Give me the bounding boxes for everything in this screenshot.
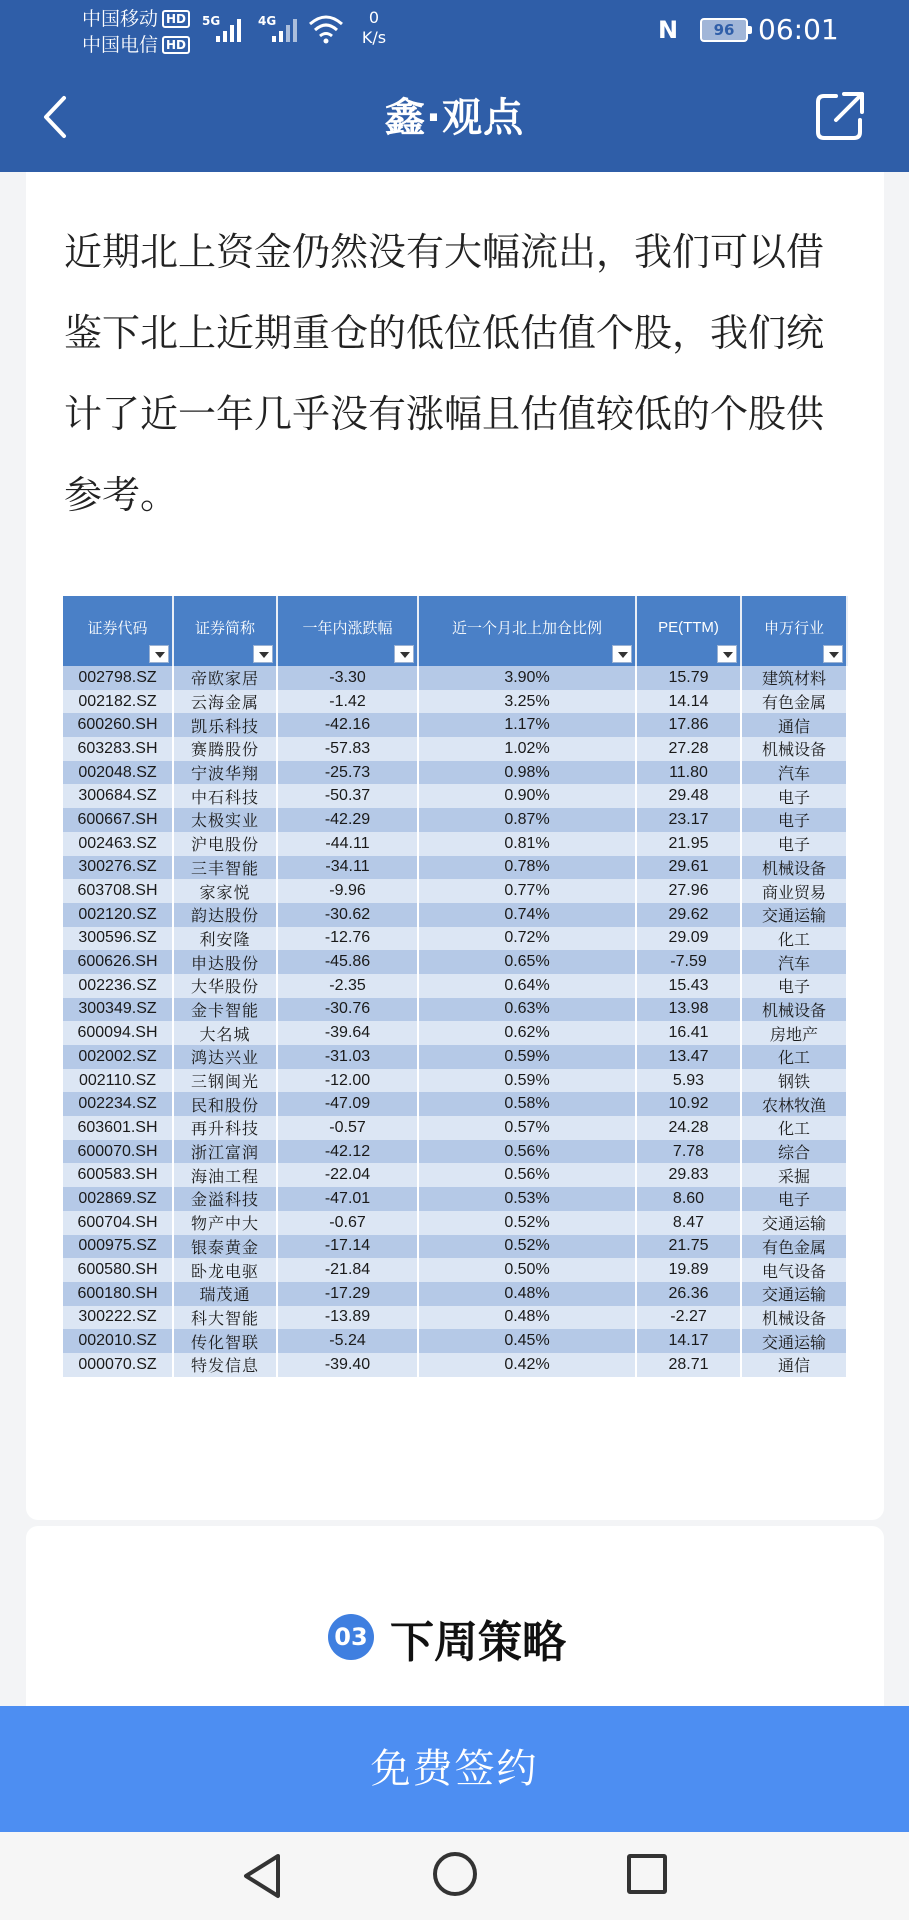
nfc-icon: N xyxy=(658,16,679,44)
cell-change: -13.89 xyxy=(277,1306,418,1330)
cell-code: 002869.SZ xyxy=(63,1187,173,1211)
cell-northbound: 0.65% xyxy=(418,950,636,974)
hd-badge-2: HD xyxy=(162,36,190,54)
cell-change: -1.42 xyxy=(277,690,418,714)
cell-industry: 化工 xyxy=(741,927,847,951)
cell-code: 000070.SZ xyxy=(63,1353,173,1377)
cell-code: 600704.SH xyxy=(63,1211,173,1235)
network-speed xyxy=(356,8,392,48)
cell-code: 603708.SH xyxy=(63,879,173,903)
cell-code: 000975.SZ xyxy=(63,1235,173,1259)
cell-code: 002182.SZ xyxy=(63,690,173,714)
circle-home-icon[interactable] xyxy=(433,1852,477,1896)
table-row xyxy=(63,1211,847,1235)
cell-name: 三钢闽光 xyxy=(173,1069,277,1093)
cell-change: -17.29 xyxy=(277,1282,418,1306)
clock: 06:01 xyxy=(758,13,839,46)
cell-industry: 电子 xyxy=(741,832,847,856)
cell-pe: 29.09 xyxy=(636,927,741,951)
cell-industry: 机械设备 xyxy=(741,856,847,880)
signal-icon-2 xyxy=(272,18,302,42)
cell-industry: 交通运输 xyxy=(741,1329,847,1353)
cell-code: 600260.SH xyxy=(63,713,173,737)
table-row xyxy=(63,690,847,714)
cell-northbound: 0.72% xyxy=(418,927,636,951)
table-row xyxy=(63,1306,847,1330)
cell-change: -12.76 xyxy=(277,927,418,951)
cell-change: -31.03 xyxy=(277,1045,418,1069)
cell-northbound: 0.59% xyxy=(418,1045,636,1069)
header-pe[interactable]: PE(TTM) xyxy=(636,596,741,666)
cell-change: -3.30 xyxy=(277,666,418,690)
table-row xyxy=(63,784,847,808)
cell-pe: 15.79 xyxy=(636,666,741,690)
cell-pe: 8.60 xyxy=(636,1187,741,1211)
cell-pe: 14.14 xyxy=(636,690,741,714)
cell-industry: 商业贸易 xyxy=(741,879,847,903)
cell-industry: 汽车 xyxy=(741,761,847,785)
cell-northbound: 0.81% xyxy=(418,832,636,856)
status-bar xyxy=(0,0,909,62)
cell-code: 300349.SZ xyxy=(63,998,173,1022)
cell-change: -9.96 xyxy=(277,879,418,903)
cell-industry: 汽车 xyxy=(741,950,847,974)
table-row xyxy=(63,1116,847,1140)
table-row xyxy=(63,666,847,690)
cell-industry: 机械设备 xyxy=(741,1306,847,1330)
cell-change: -42.12 xyxy=(277,1140,418,1164)
cell-pe: 8.47 xyxy=(636,1211,741,1235)
cell-name: 传化智联 xyxy=(173,1329,277,1353)
carrier-info xyxy=(82,6,190,58)
cell-change: -5.24 xyxy=(277,1329,418,1353)
cell-northbound: 0.78% xyxy=(418,856,636,880)
cell-change: -2.35 xyxy=(277,974,418,998)
cell-code: 002798.SZ xyxy=(63,666,173,690)
cell-northbound: 0.56% xyxy=(418,1163,636,1187)
hd-badge-1: HD xyxy=(162,10,190,28)
cell-pe: 27.96 xyxy=(636,879,741,903)
cell-industry: 采掘 xyxy=(741,1163,847,1187)
section-number-badge: 03 xyxy=(328,1614,374,1660)
share-icon[interactable] xyxy=(814,90,866,142)
cell-pe: 26.36 xyxy=(636,1282,741,1306)
free-sign-button[interactable]: 免费签约 xyxy=(0,1706,909,1832)
table-row xyxy=(63,1329,847,1353)
cell-code: 300684.SZ xyxy=(63,784,173,808)
table-row xyxy=(63,713,847,737)
cell-northbound: 0.59% xyxy=(418,1069,636,1093)
table-header-row xyxy=(63,596,847,666)
app-header xyxy=(0,0,909,172)
cell-northbound: 0.62% xyxy=(418,1021,636,1045)
cell-code: 600070.SH xyxy=(63,1140,173,1164)
table-row xyxy=(63,950,847,974)
table-row xyxy=(63,1235,847,1259)
cell-change: -0.57 xyxy=(277,1116,418,1140)
table-row xyxy=(63,1282,847,1306)
cell-code: 300596.SZ xyxy=(63,927,173,951)
cell-code: 600626.SH xyxy=(63,950,173,974)
cell-code: 002120.SZ xyxy=(63,903,173,927)
cell-northbound: 0.77% xyxy=(418,879,636,903)
cell-industry: 通信 xyxy=(741,713,847,737)
cell-change: -34.11 xyxy=(277,856,418,880)
cell-industry: 电子 xyxy=(741,808,847,832)
cell-name: 海油工程 xyxy=(173,1163,277,1187)
cell-change: -22.04 xyxy=(277,1163,418,1187)
cell-name: 沪电股份 xyxy=(173,832,277,856)
page-title: 鑫·观点 xyxy=(384,95,525,141)
cell-northbound: 0.64% xyxy=(418,974,636,998)
cell-name: 家家悦 xyxy=(173,879,277,903)
table-row xyxy=(63,1069,847,1093)
cell-code: 603601.SH xyxy=(63,1116,173,1140)
cell-northbound: 0.52% xyxy=(418,1235,636,1259)
cell-name: 赛腾股份 xyxy=(173,737,277,761)
cell-name: 大华股份 xyxy=(173,974,277,998)
table-row xyxy=(63,1045,847,1069)
cell-name: 帝欧家居 xyxy=(173,666,277,690)
cell-northbound: 3.90% xyxy=(418,666,636,690)
cell-name: 银泰黄金 xyxy=(173,1235,277,1259)
cell-change: -25.73 xyxy=(277,761,418,785)
cell-pe: 15.43 xyxy=(636,974,741,998)
cell-pe: 13.98 xyxy=(636,998,741,1022)
table-row xyxy=(63,761,847,785)
cell-pe: 21.95 xyxy=(636,832,741,856)
table-row xyxy=(63,998,847,1022)
cell-northbound: 0.50% xyxy=(418,1258,636,1282)
table-row xyxy=(63,1092,847,1116)
cell-industry: 电子 xyxy=(741,974,847,998)
table-row xyxy=(63,927,847,951)
cell-industry: 机械设备 xyxy=(741,737,847,761)
cell-pe: 10.92 xyxy=(636,1092,741,1116)
cell-code: 600180.SH xyxy=(63,1282,173,1306)
cell-pe: 29.83 xyxy=(636,1163,741,1187)
cell-code: 002110.SZ xyxy=(63,1069,173,1093)
filter-dropdown-icon xyxy=(394,645,414,663)
cell-pe: 23.17 xyxy=(636,808,741,832)
cell-name: 三丰智能 xyxy=(173,856,277,880)
cell-industry: 农林牧渔 xyxy=(741,1092,847,1116)
cell-change: -44.11 xyxy=(277,832,418,856)
table-row xyxy=(63,832,847,856)
header-northbound[interactable]: 近一个月北上加仓比例 xyxy=(418,596,636,666)
cell-change: -30.76 xyxy=(277,998,418,1022)
carrier-1: 中国移动 xyxy=(82,8,159,30)
cell-name: 特发信息 xyxy=(173,1353,277,1377)
cell-industry: 电子 xyxy=(741,784,847,808)
battery-icon: 96 xyxy=(700,18,748,42)
cell-name: 中石科技 xyxy=(173,784,277,808)
cell-northbound: 0.48% xyxy=(418,1306,636,1330)
cell-northbound: 0.90% xyxy=(418,784,636,808)
cell-code: 002002.SZ xyxy=(63,1045,173,1069)
cell-name: 云海金属 xyxy=(173,690,277,714)
cell-name: 再升科技 xyxy=(173,1116,277,1140)
table-row xyxy=(63,1021,847,1045)
cell-code: 002236.SZ xyxy=(63,974,173,998)
cell-industry: 建筑材料 xyxy=(741,666,847,690)
cell-industry: 化工 xyxy=(741,1116,847,1140)
cell-industry: 交通运输 xyxy=(741,1211,847,1235)
cell-northbound: 0.56% xyxy=(418,1140,636,1164)
square-recent-icon[interactable] xyxy=(627,1854,667,1894)
cell-pe: 14.17 xyxy=(636,1329,741,1353)
table-row xyxy=(63,856,847,880)
table-row xyxy=(63,808,847,832)
cell-industry: 交通运输 xyxy=(741,1282,847,1306)
system-nav-bar xyxy=(0,1832,909,1920)
cell-name: 金溢科技 xyxy=(173,1187,277,1211)
stock-table xyxy=(63,596,847,1377)
cell-change: -0.67 xyxy=(277,1211,418,1235)
cell-industry: 机械设备 xyxy=(741,998,847,1022)
cell-name: 金卡智能 xyxy=(173,998,277,1022)
next-section-card xyxy=(26,1526,884,1706)
cell-pe: -2.27 xyxy=(636,1306,741,1330)
cell-name: 物产中大 xyxy=(173,1211,277,1235)
cell-pe: 21.75 xyxy=(636,1235,741,1259)
cell-code: 600094.SH xyxy=(63,1021,173,1045)
cell-pe: 19.89 xyxy=(636,1258,741,1282)
cell-code: 002010.SZ xyxy=(63,1329,173,1353)
cell-name: 鸿达兴业 xyxy=(173,1045,277,1069)
cell-northbound: 0.53% xyxy=(418,1187,636,1211)
cell-change: -39.64 xyxy=(277,1021,418,1045)
header-change[interactable]: 一年内涨跌幅 xyxy=(277,596,418,666)
cell-code: 300222.SZ xyxy=(63,1306,173,1330)
cell-change: -47.01 xyxy=(277,1187,418,1211)
speed-unit: K/s xyxy=(361,28,387,47)
wifi-icon xyxy=(308,14,344,44)
cell-change: -42.16 xyxy=(277,713,418,737)
cell-pe: 28.71 xyxy=(636,1353,741,1377)
cell-pe: 24.28 xyxy=(636,1116,741,1140)
cell-name: 韵达股份 xyxy=(173,903,277,927)
cell-industry: 有色金属 xyxy=(741,1235,847,1259)
filter-dropdown-icon xyxy=(717,645,737,663)
cell-code: 002463.SZ xyxy=(63,832,173,856)
cell-pe: 29.61 xyxy=(636,856,741,880)
cell-change: -30.62 xyxy=(277,903,418,927)
article-paragraph: 近期北上资金仍然没有大幅流出，我们可以借鉴下北上近期重仓的低位低估值个股，我们统计了近一年几乎没有涨幅且估值较低的个股供参考。 xyxy=(64,230,825,517)
carrier-2: 中国电信 xyxy=(82,34,159,56)
cell-change: -21.84 xyxy=(277,1258,418,1282)
cell-name: 申达股份 xyxy=(173,950,277,974)
cell-northbound: 0.63% xyxy=(418,998,636,1022)
cell-northbound: 0.57% xyxy=(418,1116,636,1140)
cell-northbound: 0.87% xyxy=(418,808,636,832)
cell-northbound: 1.17% xyxy=(418,713,636,737)
table-row xyxy=(63,1353,847,1377)
cell-pe: 13.47 xyxy=(636,1045,741,1069)
cell-industry: 有色金属 xyxy=(741,690,847,714)
cell-northbound: 0.74% xyxy=(418,903,636,927)
cell-industry: 电气设备 xyxy=(741,1258,847,1282)
cell-northbound: 0.98% xyxy=(418,761,636,785)
cell-name: 宁波华翔 xyxy=(173,761,277,785)
table-row xyxy=(63,903,847,927)
signal-icon xyxy=(216,18,246,42)
cell-pe: 27.28 xyxy=(636,737,741,761)
article-card xyxy=(26,172,884,1520)
cell-pe: 17.86 xyxy=(636,713,741,737)
header-name[interactable]: 证券简称 xyxy=(173,596,277,666)
cell-code: 600667.SH xyxy=(63,808,173,832)
section-title: 下周策略 xyxy=(390,1617,566,1668)
cell-change: -47.09 xyxy=(277,1092,418,1116)
cell-industry: 钢铁 xyxy=(741,1069,847,1093)
cell-code: 600583.SH xyxy=(63,1163,173,1187)
cell-change: -50.37 xyxy=(277,784,418,808)
cell-industry: 通信 xyxy=(741,1353,847,1377)
table-row xyxy=(63,1187,847,1211)
table-row xyxy=(63,1140,847,1164)
cell-change: -45.86 xyxy=(277,950,418,974)
network-4g-label: 4G xyxy=(258,14,277,28)
triangle-back-icon[interactable] xyxy=(240,1852,284,1900)
cell-change: -42.29 xyxy=(277,808,418,832)
cell-name: 卧龙电驱 xyxy=(173,1258,277,1282)
network-5g-label: 5G xyxy=(202,14,221,28)
cell-change: -57.83 xyxy=(277,737,418,761)
cell-industry: 电子 xyxy=(741,1187,847,1211)
cell-industry: 交通运输 xyxy=(741,903,847,927)
filter-dropdown-icon xyxy=(612,645,632,663)
cell-name: 民和股份 xyxy=(173,1092,277,1116)
cell-pe: 29.62 xyxy=(636,903,741,927)
cell-pe: -7.59 xyxy=(636,950,741,974)
cell-pe: 29.48 xyxy=(636,784,741,808)
speed-value: 0 xyxy=(368,8,380,27)
cell-code: 600580.SH xyxy=(63,1258,173,1282)
cell-name: 太极实业 xyxy=(173,808,277,832)
cell-name: 利安隆 xyxy=(173,927,277,951)
cell-pe: 5.93 xyxy=(636,1069,741,1093)
cell-northbound: 1.02% xyxy=(418,737,636,761)
cell-pe: 11.80 xyxy=(636,761,741,785)
cell-industry: 房地产 xyxy=(741,1021,847,1045)
table-row xyxy=(63,1163,847,1187)
cell-code: 603283.SH xyxy=(63,737,173,761)
header-code[interactable]: 证券代码 xyxy=(63,596,173,666)
cell-pe: 16.41 xyxy=(636,1021,741,1045)
cell-northbound: 0.45% xyxy=(418,1329,636,1353)
cell-code: 002234.SZ xyxy=(63,1092,173,1116)
cell-change: -39.40 xyxy=(277,1353,418,1377)
cell-code: 002048.SZ xyxy=(63,761,173,785)
table-row xyxy=(63,1258,847,1282)
cell-name: 大名城 xyxy=(173,1021,277,1045)
cell-northbound: 3.25% xyxy=(418,690,636,714)
cell-code: 300276.SZ xyxy=(63,856,173,880)
cell-northbound: 0.48% xyxy=(418,1282,636,1306)
table-row xyxy=(63,737,847,761)
filter-dropdown-icon xyxy=(149,645,169,663)
filter-dropdown-icon xyxy=(823,645,843,663)
cell-pe: 7.78 xyxy=(636,1140,741,1164)
cell-industry: 综合 xyxy=(741,1140,847,1164)
cell-name: 凯乐科技 xyxy=(173,713,277,737)
cell-industry: 化工 xyxy=(741,1045,847,1069)
filter-dropdown-icon xyxy=(253,645,273,663)
table-row xyxy=(63,879,847,903)
cell-name: 浙江富润 xyxy=(173,1140,277,1164)
cell-northbound: 0.52% xyxy=(418,1211,636,1235)
cell-northbound: 0.42% xyxy=(418,1353,636,1377)
cell-change: -12.00 xyxy=(277,1069,418,1093)
table-row xyxy=(63,974,847,998)
cell-change: -17.14 xyxy=(277,1235,418,1259)
cell-name: 瑞茂通 xyxy=(173,1282,277,1306)
header-industry[interactable]: 申万行业 xyxy=(741,596,847,666)
cell-northbound: 0.58% xyxy=(418,1092,636,1116)
cell-name: 科大智能 xyxy=(173,1306,277,1330)
